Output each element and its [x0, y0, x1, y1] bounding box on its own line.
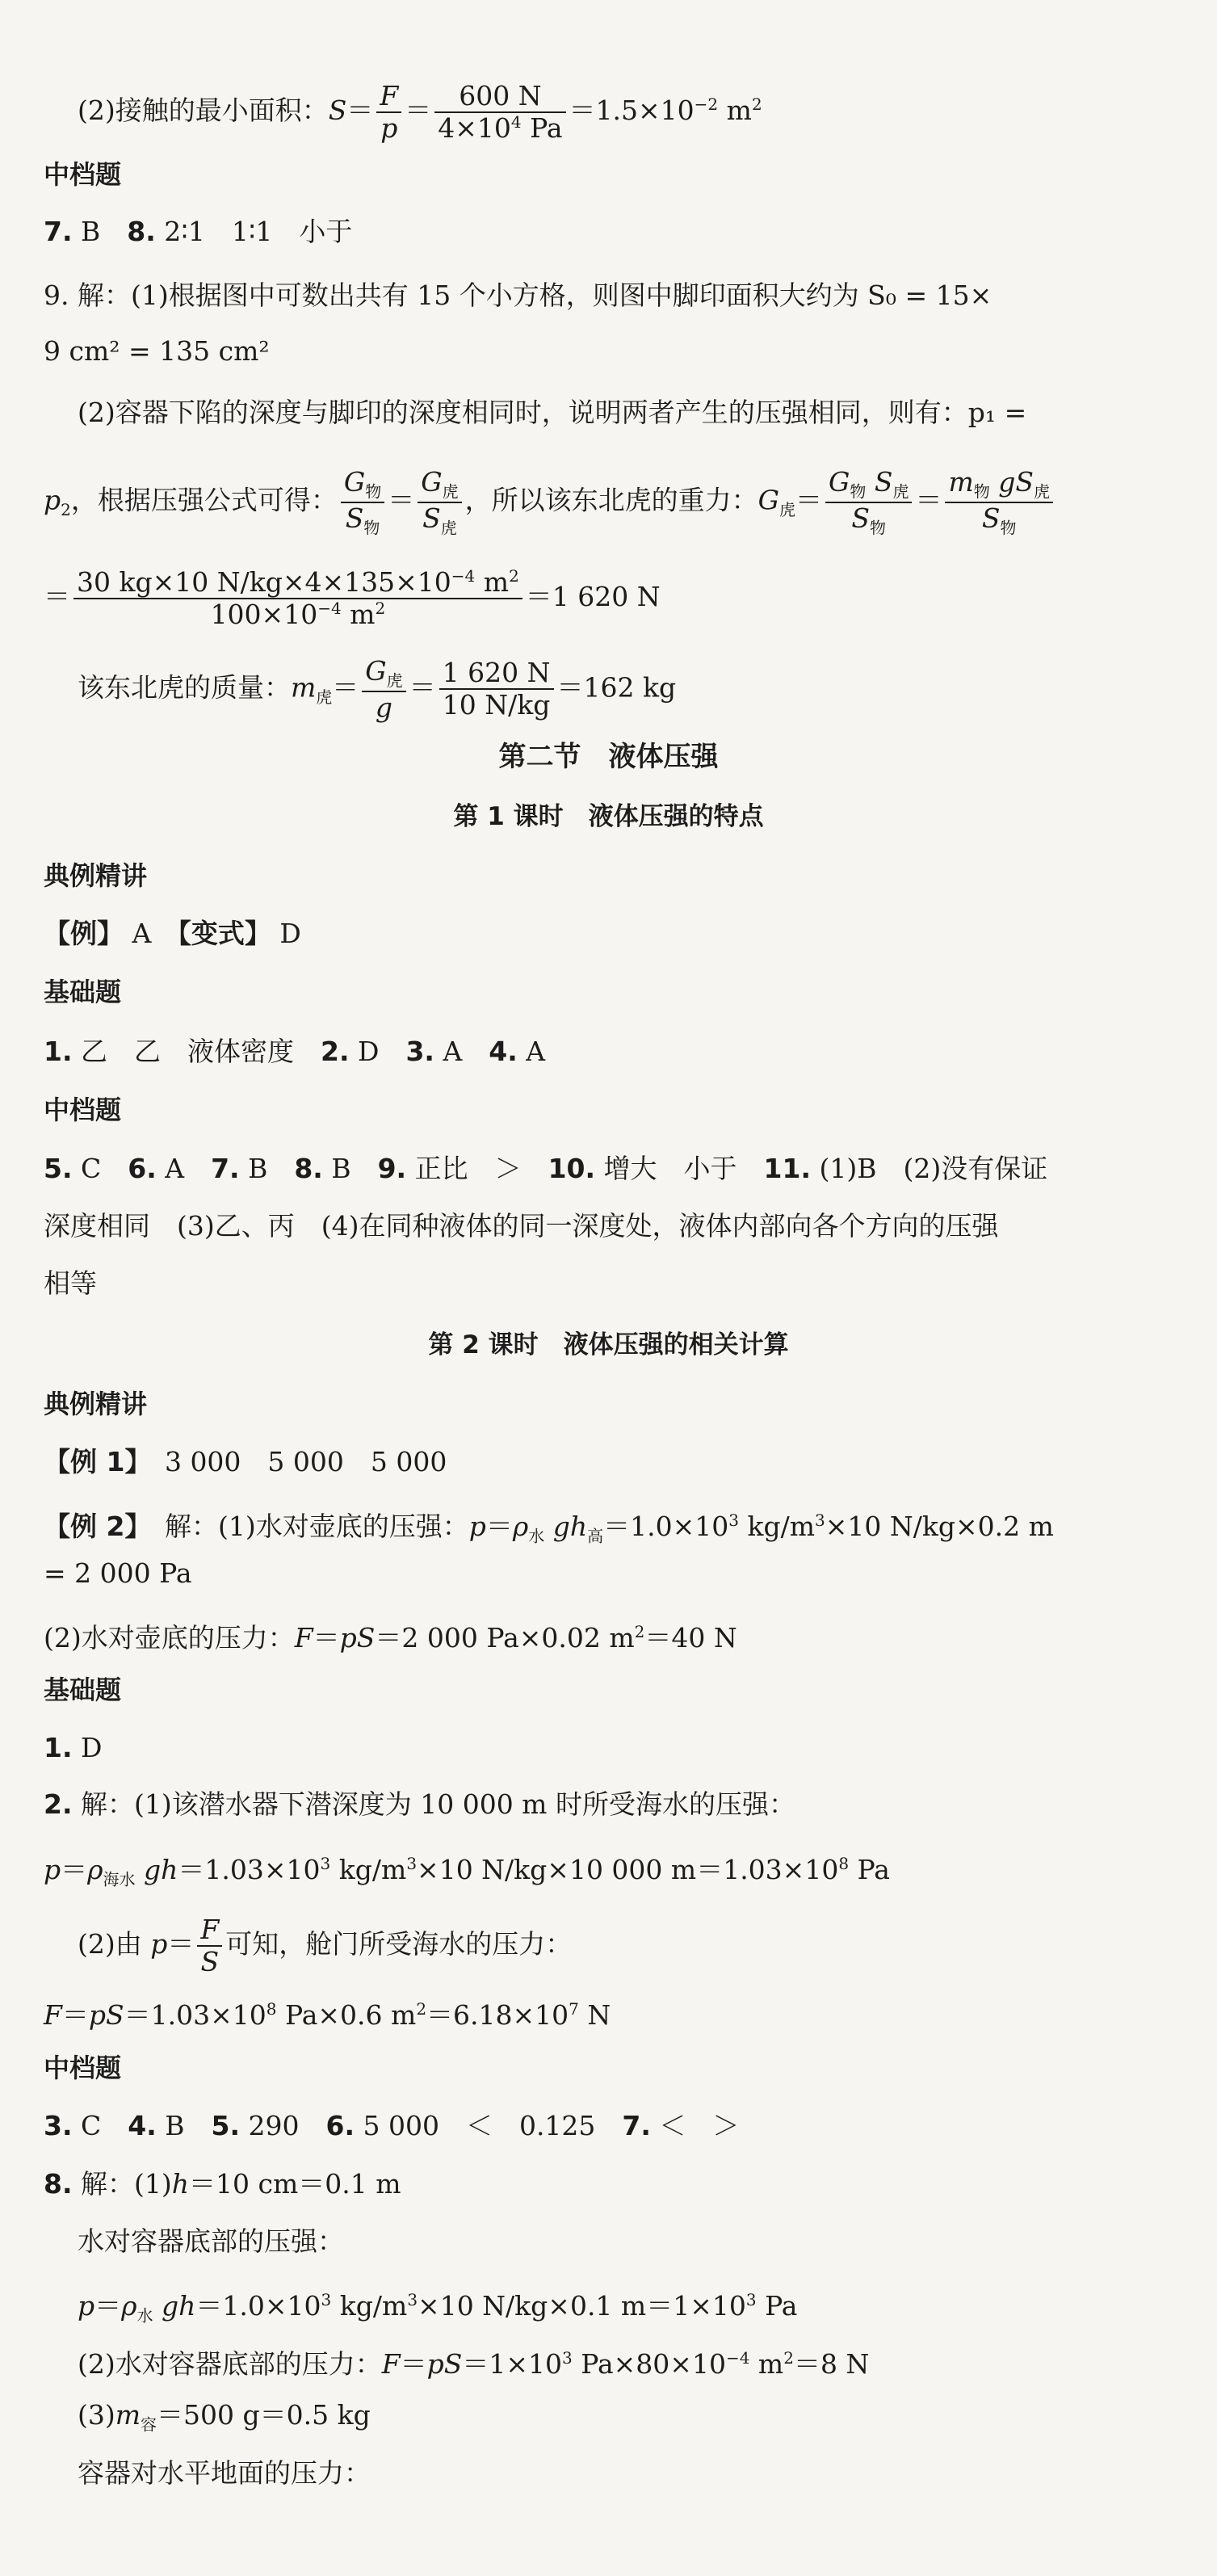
- section-heading: 基础题: [44, 977, 122, 1007]
- answer-line: 9 cm² = 135 cm²: [44, 335, 270, 367]
- answer-line: $(3)m_容=500$ g＝0.5 kg: [78, 2399, 371, 2435]
- lesson-title: 第 2 课时 液体压强的相关计算: [428, 1330, 789, 1359]
- section-heading: 典例精讲: [44, 860, 148, 891]
- answer-line: = 2 000 Pa: [44, 1557, 192, 1589]
- lesson-title: 第 1 课时 液体压强的特点: [453, 802, 764, 831]
- answer-line: 3. C 4. B 5. 290 6. 5 000 ＜ 0.125 7. ＜ ＞: [44, 2110, 740, 2141]
- answer-line: (2)水对壶底的压力：F＝pS＝2 000 Pa×0.02 $m^2=40$ N: [44, 1622, 737, 1654]
- answer-line: 2. 解：(1)该潜水器下潜深度为 10 000 m 时所受海水的压强：: [44, 1788, 795, 1820]
- answer-line: 水对容器底部的压强：: [78, 2225, 344, 2257]
- answer-line: 1. 乙 乙 液体密度 2. D 3. A 4. A: [44, 1036, 546, 1067]
- answer-line: 8. 解：(1)h＝10 cm＝0.1 m: [44, 2168, 401, 2200]
- answer-line: 7. B 8. 2∶1 1∶1 小于: [44, 216, 353, 247]
- answer-line: $p_2$，根据压强公式可得： $\frac{G_物}{S_物}$ ＝ $\frac{G_虎}{S_虎}$ ，所以该东北虎的重力：$G_虎=$ $\frac{G_物 S_虎}{S_物}$ ＝ $\frac{m_物 gS_虎}{S_物}$: [44, 467, 1056, 502]
- section-heading: 中档题: [44, 159, 122, 190]
- answer-line: 【例 1】 3 000 5 000 5 000: [44, 1446, 447, 1477]
- answer-line: 深度相同 (3)乙、丙 (4)在同种液体的同一深度处，液体内部向各个方向的压强: [44, 1210, 999, 1242]
- section-heading: 基础题: [44, 1675, 122, 1705]
- answer-line: 5. C 6. A 7. B 8. B 9. 正比 ＞ 10. 增大 小于 11. (1)B (2)没有保证: [44, 1153, 1048, 1184]
- answer-line: (2)由 p＝ $\frac{F}{S}$ 可知，舱门所受海水的压力：: [78, 1914, 573, 1977]
- section-heading: 中档题: [44, 1095, 122, 1125]
- answer-line: (2)容器下陷的深度与脚印的深度相同时，说明两者产生的压强相同，则有：p₁ =: [78, 397, 1027, 428]
- section-heading: 典例精讲: [44, 1389, 148, 1419]
- answer-line: ＝ $\frac{30 kg\times 10 N/kg\times 4\times 135\times 10^{-4} m^2}{100\times 10^{-4} m^2}$ ＝1 620 N: [44, 566, 661, 630]
- answer-line: $p=\rho_水$ $gh=1.0\times 10^3$ $kg/m^3\times 10$ N/kg×0.1 $m=1\times 10^3$ Pa: [78, 2290, 798, 2326]
- section-heading: 中档题: [44, 2053, 122, 2083]
- answer-line: 9. 解：(1)根据图中可数出共有 15 个小方格，则图中脚印面积大约为 S₀ = 15×: [44, 279, 992, 311]
- answer-line: $F=pS=1.03\times 10^8$ Pa×0.6 $m^2=6.18\times 10^7$ N: [44, 1999, 611, 2031]
- answer-line: (2)接触的最小面积：S＝ $\frac{F}{p}$ ＝ $\frac{600 N}{4\times 10^4 Pa}$ $=1.5\times 10^{-2}$ $m^2$: [78, 80, 762, 144]
- answer-line: 相等: [44, 1267, 97, 1299]
- section-title: 第二节 液体压强: [498, 741, 719, 773]
- answer-line: (2)水对容器底部的压力：$F=pS=1\times 10^3$ $Pa\times 80\times 10^{-4}$ $m^2=8$ N: [78, 2348, 870, 2380]
- answer-line: 容器对水平地面的压力：: [78, 2457, 371, 2489]
- answer-line: 该东北虎的质量：$m_虎=$ $\frac{G_虎}{g}$ ＝ $\frac{1 620 N}{10 N/kg}$ ＝162 kg: [78, 655, 677, 723]
- answer-line: 【例 2】 解：(1)水对壶底的压强：$p=\rho_水$ $gh_高=1.0\times 10^3$ $kg/m^3\times 10$ N/kg×0.2 m: [44, 1511, 1054, 1546]
- answer-line: 【例】 A 【变式】 D: [44, 918, 301, 949]
- answer-line: $p=\rho_{海水}$ $gh=1.03\times 10^3$ $kg/m^3\times 10$ N/kg×10 000 $m=1.03\times 10^8$ Pa: [44, 1854, 890, 1889]
- answer-line: 1. D: [44, 1732, 103, 1763]
